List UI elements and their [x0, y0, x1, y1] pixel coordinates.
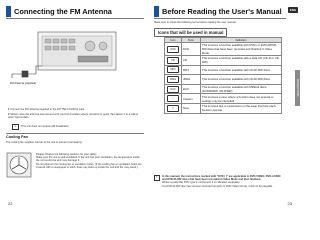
icons-subheading-text: Icons that will be used in manual [158, 30, 224, 35]
cooling-fan-illustration [6, 152, 32, 178]
section-side-tab: OPERATION [295, 70, 300, 106]
antenna-wire-icon [12, 66, 42, 78]
note-icon: ✎ [167, 105, 179, 112]
col-definition: Definition [201, 38, 282, 43]
page-number: 22 [8, 201, 13, 206]
definition-cell: This involves a function available with DVDs or DVD-R/DVD-RW discs that have been recorded and finalized in Video Mode. [201, 43, 282, 56]
mp3-icon: MP3 [167, 66, 179, 73]
table-row [165, 65, 282, 75]
step-2: 2 Slowly move the antenna wire around until you find a location where reception is good, then fasten it to a wall or other rigid surface. [8, 113, 139, 120]
page-title: Connecting the FM Antenna [14, 7, 112, 16]
section-rule [6, 133, 144, 134]
note-text: This unit does not receive AM broadcasts. [21, 125, 70, 129]
language-tab: ENG [289, 8, 297, 12]
term-cell: CD [182, 56, 201, 66]
cooling-notes [36, 153, 142, 169]
intro-text: Make sure to check the following terms before reading the user manual. [154, 21, 237, 24]
caution-icon: ! [167, 95, 179, 102]
table-row [165, 56, 282, 66]
definition-cell: This involves tips or instructions on the page that help each function operate. [201, 103, 282, 113]
note [12, 124, 142, 130]
col-term: Term [182, 38, 201, 43]
step-1: 1 Connect the FM antenna supplied to the FM 75Ω COAXIAL Jack. [8, 108, 85, 111]
table-row [165, 94, 282, 104]
left-page [0, 0, 150, 210]
divx-icon: DivX [167, 86, 179, 93]
cooling-fan-heading: Cooling Fan [6, 135, 28, 139]
header-accent-bar [6, 6, 11, 17]
right-page [150, 0, 300, 210]
definition-cell: This involves a function available with a data CD (CD-R or CD-RW). [202, 56, 280, 65]
icons-subheading [154, 28, 227, 37]
about-doc-text: In this manual, the instructions marked with "DVD ( )" are applicable to DVD-VIDEO, DVD-AUDIO and DVD-R/-RW discs that have been recorded in Video Mode and then finalized. [162, 175, 281, 182]
header-rule [6, 18, 144, 19]
definition-cell: This involves a function available with CD-R/-RW discs. [201, 65, 282, 75]
page-number: 23 [287, 201, 292, 206]
definition-cell: This involves a function available with MPEG4 discs. (DVD±R/RW, CD-R/RW) [201, 84, 282, 94]
table-row [165, 75, 282, 85]
cooling-note-3: Do not obstruct the cooling fan or ventilation holes. (If the cooling fan or ventilation holes are covered with a newspaper or cloth, heat may build up inside the unit and fire may result.) [36, 162, 142, 169]
about-doc [154, 175, 284, 188]
left-header [6, 6, 112, 17]
jpeg-icon: JPEG [167, 76, 179, 83]
term-cell: MP3 [182, 65, 201, 75]
step-2-text: Slowly move the antenna wire around until you find a location where reception is good, then fasten it to a wall or other rigid surface. [8, 113, 139, 120]
icons-table [164, 37, 282, 114]
step-1-text: Connect the FM antenna supplied to the FM 75Ω COAXIAL Jack. [10, 108, 85, 111]
cd-icon: CD [167, 57, 179, 64]
term-cell: DVD [182, 43, 201, 56]
definition-cell: This involves a case where a function does not operate or settings may be cancelled. [201, 94, 282, 104]
note-icon: ✎ [12, 124, 19, 130]
table-row [165, 84, 282, 94]
col-icon: Icon [165, 38, 182, 43]
term-cell: JPEG [182, 75, 201, 85]
dvd-icon: DVD [167, 46, 179, 53]
about-doc-text-3: If a DVD-R/-RW disc has not been recorded properly in DVD Video format, it will not be playable. [162, 184, 273, 188]
receiver-unit-icon [38, 32, 116, 70]
definition-cell: This involves a function available with CD-R/-RW discs. [201, 75, 282, 85]
page-title: Before Reading the User's Manual [162, 7, 282, 16]
right-header [154, 6, 282, 17]
table-row [165, 103, 282, 113]
table-row [165, 43, 282, 56]
term-cell: Caution [182, 94, 201, 104]
fm-antenna-label: FM Antenna (supplied) [10, 82, 37, 85]
cooling-note-1: Please observe the following cautions for your safety. [36, 153, 98, 156]
cooling-note-2: Make sure the unit is well-ventilated. If the unit has poor ventilation, the temperature inside the unit could rise and may damage it. [36, 156, 140, 163]
fm-antenna-illustration [8, 26, 144, 84]
header-rule [154, 18, 286, 19]
cooling-fan-text: The cooling fan supplies cool air to the unit to prevent overheating. [6, 141, 83, 144]
header-accent-bar [154, 6, 159, 17]
info-icon: ✎ [155, 176, 159, 179]
term-cell: DivX [182, 84, 201, 94]
about-doc-text-2: Where a particular DVD type is mentioned, it is indicated separately. [162, 181, 241, 185]
term-cell: Note [182, 103, 201, 113]
